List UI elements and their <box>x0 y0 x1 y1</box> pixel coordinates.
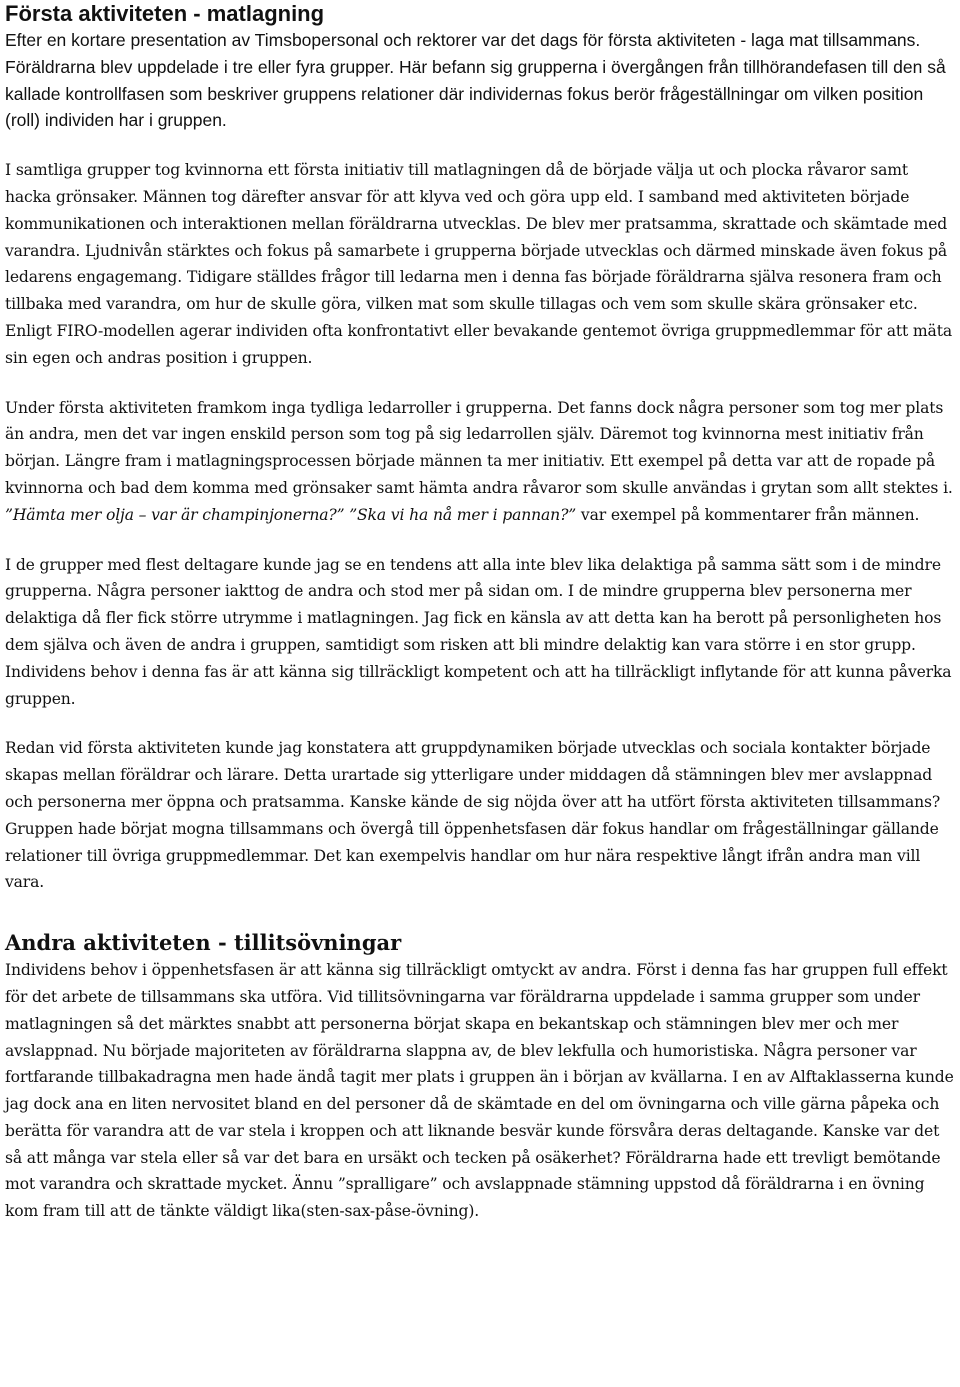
paragraph-leader-roles <box>5 395 955 529</box>
intro-paragraph: Efter en kortare presentation av Timsbopersonal och rektorer var det dags för första aktiviteten - laga mat tillsammans. Föräldrarna blev uppdelade i tre eller fyra grupper. Här befann sig grupperna i övergången från tillhörandefasen till den så kallade kontrollfasen som beskriver gruppens relationer där individernas fokus berör frågeställningar om vilken position (roll) individen har i gruppen. <box>5 30 946 131</box>
paragraph-leader-roles-text: Under första aktiviteten framkom inga tydliga ledarroller i grupperna. Det fanns dock några personer som tog mer plats än andra, men det var ingen enskild person som tog på sig ledarrollen själv. Däremot tog kvinnorna mest initiativ från början. Längre fram i matlagningsprocessen började männen ta mer initiativ. Ett exempel på detta var att de ropade på kvinnorna och bad dem komma med grönsaker samt hämta andra råvaror som skulle användas i grytan som allt stektes i. <box>5 398 953 497</box>
paragraph-group-dynamics: Redan vid första aktiviteten kunde jag konstatera att gruppdynamiken började utvecklas och sociala kontakter började skapas mellan föräldrar och lärare. Detta urartade sig ytterligare under middagen då stämningen blev mer avslappnad och personerna mer öppna och pratsamma. Kanske kände de sig nöjda över att ha utfört första aktiviteten tillsammans? Gruppen hade börjat mogna tillsammans och övergå till öppenhetsfasen där fokus handlar om frågeställningar gällande relationer till övriga gruppmedlemmar. Det kan exempelvis handlar om hur nära respektive långt ifrån andra man vill vara. <box>5 739 941 892</box>
paragraph-leader-roles-tail: var exempel på kommentarer från männen. <box>576 505 920 524</box>
document-page <box>5 0 955 1225</box>
section-heading-cooking: Första aktiviteten - matlagning <box>5 1 325 26</box>
section-heading-trust-exercises: Andra aktiviteten - tillitsövningar <box>5 930 402 956</box>
paragraph-initiative: I samtliga grupper tog kvinnorna ett första initiativ till matlagningen då de började välja ut och plocka råvaror samt hacka grönsaker. Männen tog därefter ansvar för att klyva ved och göra upp eld. I samband med aktiviteten började kommunikationen och interaktionen mellan föräldrarna utvecklas. De blev mer pratsamma, skrattade och skämtade med varandra. Ljudnivån stärktes och fokus på samarbete i grupperna började utvecklas och därmed minskade även fokus på ledarens engagemang. Tidigare ställdes frågor till ledarna men i denna fas började föräldrarna själva resonera fram och tillbaka med varandra, om hur de skulle göra, vilken mat som skulle tillagas och vem som skulle skära grönsaker etc. Enligt FIRO-modellen agerar individen ofta konfrontativt eller bevakande gentemot övriga gruppmedlemmar för att mäta sin egen och andras position i gruppen. <box>5 161 952 367</box>
quote-comments: ”Hämta mer olja – var är champinjonerna?” ”Ska vi ha nå mer i pannan?” <box>5 505 577 524</box>
paragraph-trust-exercises: Individens behov i öppenhetsfasen är att känna sig tillräckligt omtyckt av andra. Först i denna fas har gruppen full effekt för det arbete de tillsammans ska utföra. Vid tillitsövningarna var föräldrarna uppdelade i samma grupper som under matlagningen så det märktes snabbt att personerna börjat skapa en bekantskap och stämningen blev mer och mer avslappnad. Nu började majoriteten av föräldrarna slappna av, de blev lekfulla och humoristiska. Några personer var fortfarande tillbakadragna men hade ändå tagit mer plats i gruppen än i början av kvällarna. I en av Alftaklasserna kunde jag dock ana en liten nervositet bland en del personer då de skämtade en del om övningarna och ville gärna påpeka och berätta för varandra att de var stela i kroppen och att liknande besvär kunde försvåra deras deltagande. Kanske var det så att många var stela eller så var det bara en ursäkt och tecken på osäkerhet? Föräldrarna hade ett trevligt bemötande mot varandra och skrattade mycket. Ännu ”spralligare” och avslappnade stämning uppstod då föräldrarna i en övning kom fram till att de tänkte väldigt lika(sten-sax-påse-övning). <box>5 961 954 1221</box>
paragraph-group-size: I de grupper med flest deltagare kunde jag se en tendens att alla inte blev lika delaktiga på samma sätt som i de mindre grupperna. Några personer iakttog de andra och stod mer på sidan om. I de mindre grupperna blev personerna mer delaktiga då fler fick större utrymme i matlagningen. Jag fick en känsla av att detta kan ha berott på personligheten hos dem själva och även de andra i gruppen, samtidigt som risken att bli mindre delaktig kan vara större i en stor grupp. Individens behov i denna fas är att känna sig tillräckligt kompetent och att ha tillräckligt inflytande för att kunna påverka gruppen. <box>5 555 952 708</box>
